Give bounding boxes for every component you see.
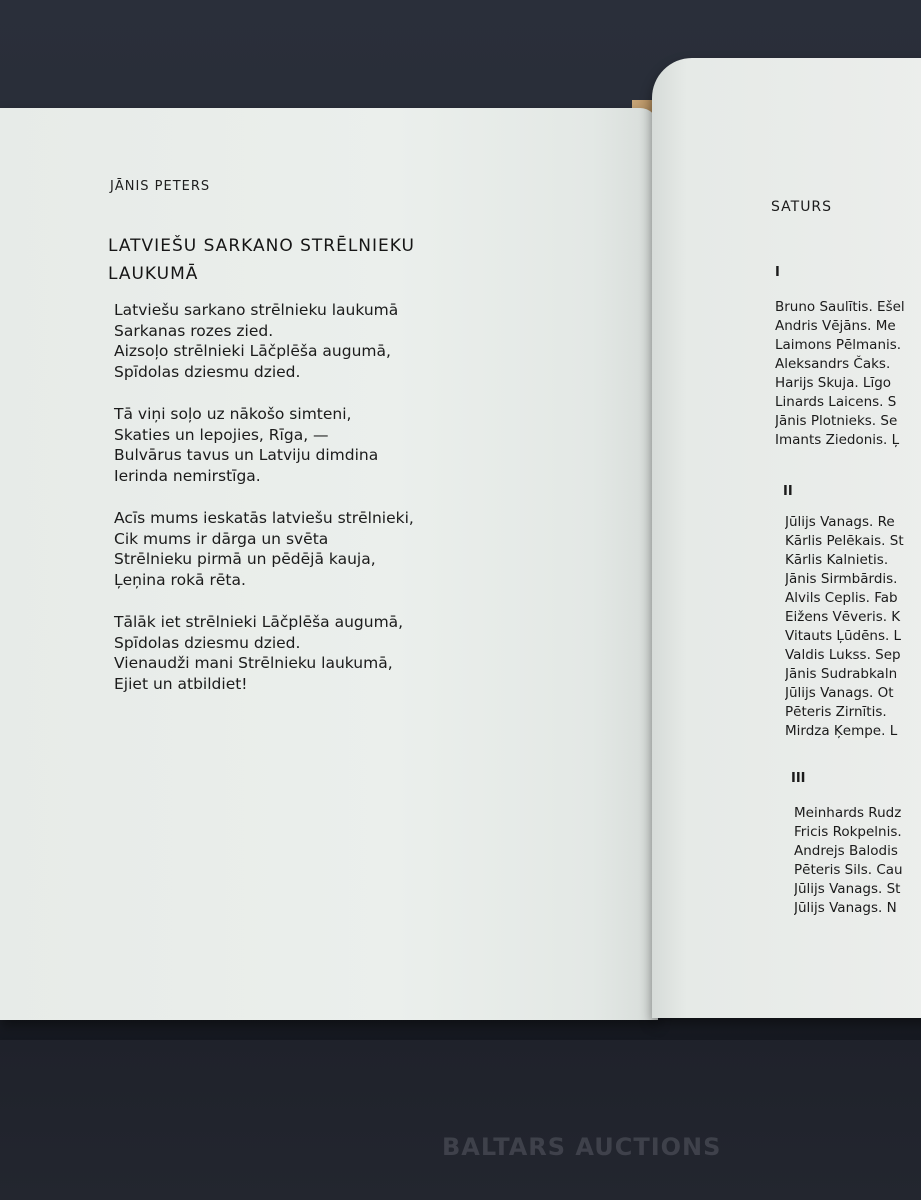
poem-line: Aizsoļo strēlnieki Lāčplēša augumā, — [114, 342, 391, 360]
toc-entry: Pēteris Zirnītis. — [785, 704, 887, 720]
toc-entry: Vitauts Ļūdēns. L — [785, 628, 902, 644]
poem-stanza — [114, 508, 534, 590]
poem-line: Spīdolas dziesmu dzied. — [114, 633, 301, 652]
poem-author: JĀNIS PETERS — [110, 179, 211, 194]
toc-entry: Fricis Rokpelnis. — [794, 824, 902, 840]
toc-heading: SATURS — [771, 199, 833, 215]
toc-entry: Pēteris Sils. Cau — [794, 862, 903, 878]
poem-line: Tā viņi soļo uz nākošo simteni, — [114, 405, 352, 423]
poem-line: Ejiet un atbildiet! — [114, 674, 248, 693]
poem-line: Cik mums ir dārga un svēta — [114, 529, 329, 548]
toc-entry: Jūlijs Vanags. Re — [785, 514, 895, 530]
toc-entry: Kārlis Pelēkais. St — [785, 533, 904, 549]
toc-entry: Alvils Ceplis. Fab — [785, 590, 898, 606]
toc-section — [775, 298, 921, 450]
toc-entry: Harijs Skuja. Līgo — [775, 375, 892, 391]
poem-line: Vienaudži mani Strēlnieku laukumā, — [114, 654, 393, 672]
toc-section-number: II — [783, 484, 793, 499]
toc-entry: Jānis Sirmbārdis. — [785, 571, 898, 587]
toc-entry: Aleksandrs Čaks. — [775, 356, 891, 372]
poem-title-line: LATVIEŠU SARKANO STRĒLNIEKU — [108, 236, 415, 256]
poem-line: Latviešu sarkano strēlnieku laukumā — [114, 301, 399, 319]
toc-section — [794, 804, 921, 918]
watermark: BALTARS AUCTIONS — [442, 1133, 722, 1161]
poem-line: Strēlnieku pirmā un pēdējā kauja, — [114, 550, 376, 568]
poem-stanza — [114, 404, 534, 486]
toc-entry: Imants Ziedonis. Ļ — [775, 432, 900, 448]
toc-entry: Meinhards Rudz — [794, 805, 902, 821]
poem-line: Sarkanas rozes zied. — [114, 321, 274, 340]
toc-entry: Andris Vējāns. Me — [775, 318, 896, 334]
toc-section — [785, 513, 921, 741]
toc-entry: Linards Laicens. S — [775, 394, 897, 410]
poem-title — [108, 232, 508, 288]
toc-entry: Valdis Lukss. Sep — [785, 647, 901, 663]
toc-entry: Jūlijs Vanags. St — [794, 881, 901, 897]
toc-entry: Mirdza Ķempe. L — [785, 723, 898, 739]
toc-entry: Andrejs Balodis — [794, 843, 898, 859]
poem-line: Ierinda nemirstīga. — [114, 466, 261, 485]
poem-line: Tālāk iet strēlnieki Lāčplēša augumā, — [114, 613, 404, 631]
poem-line: Ļeņina rokā rēta. — [114, 570, 246, 589]
toc-entry: Eižens Vēveris. K — [785, 609, 901, 625]
poem-line: Skaties un lepojies, Rīga, — — [114, 425, 329, 444]
toc-entry: Jānis Sudrabkaln — [785, 666, 898, 682]
poem-title-line: LAUKUMĀ — [108, 264, 199, 284]
toc-entry: Kārlis Kalnietis. — [785, 552, 889, 568]
poem-stanza — [114, 612, 534, 694]
toc-entry: Jūlijs Vanags. N — [794, 900, 897, 916]
poem-line: Acīs mums ieskatās latviešu strēlnieki, — [114, 509, 414, 527]
toc-entry: Bruno Saulītis. Ešel — [775, 299, 905, 315]
toc-entry: Jānis Plotnieks. Se — [775, 413, 898, 429]
toc-entry: Jūlijs Vanags. Ot — [785, 685, 894, 701]
poem-line: Spīdolas dziesmu dzied. — [114, 362, 301, 381]
poem-line: Bulvārus tavus un Latviju dimdina — [114, 446, 379, 464]
poem-stanza — [114, 300, 534, 382]
toc-section-number: III — [791, 771, 806, 786]
toc-section-number: I — [775, 265, 780, 280]
toc-entry: Laimons Pēlmanis. — [775, 337, 902, 353]
